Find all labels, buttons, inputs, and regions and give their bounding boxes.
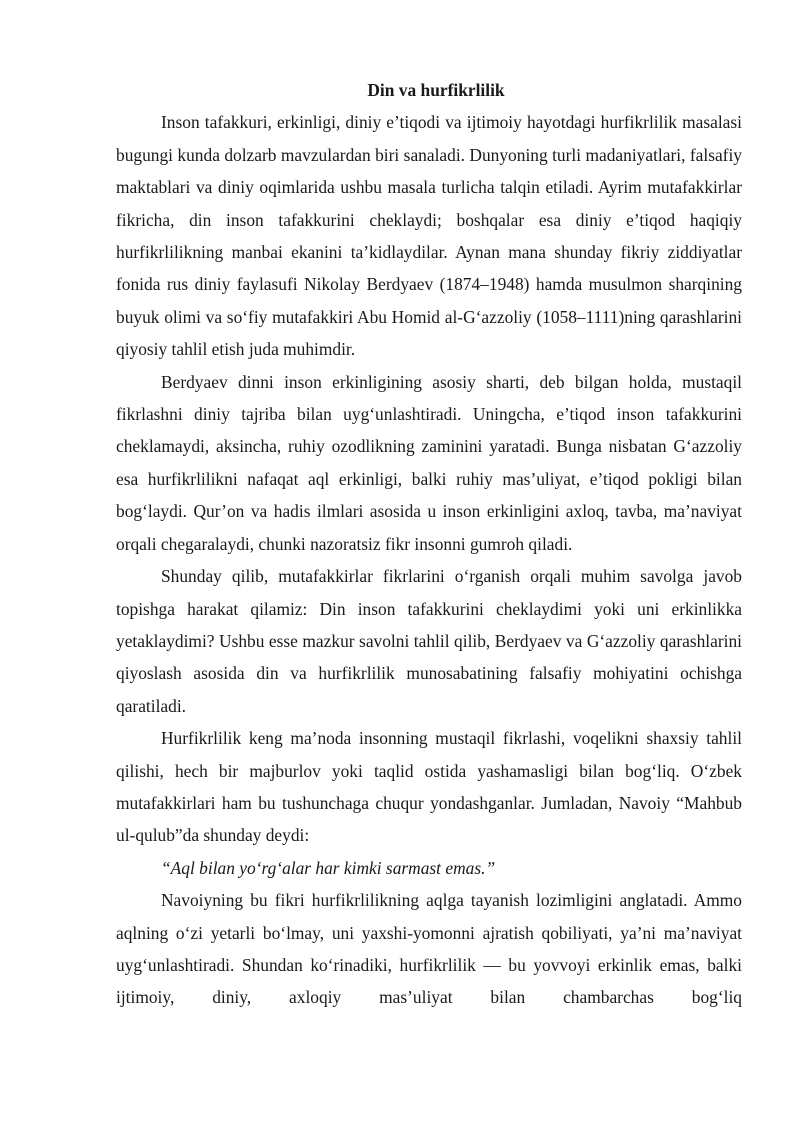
paragraph-hurfikrlilik: Hurfikrlilik keng ma’noda insonning mustaqil fikrlashi, voqelikni shaxsiy tahlil qilishi, hech bir majburlov yoki taqlid ostida yashamasligi bilan bog‘liq. O‘zbek mutafakkirlari ham bu tushunchaga chuqur yondashganlar. Jumladan, Navoiy “Mahbub ul-qulub”da shunday deydi: [116,728,742,846]
document-title: Din va hurfikrlilik [367,80,505,100]
navoiy-quote: “Aql bilan yo‘rg‘alar har kimki sarmast emas.” [161,857,496,878]
paragraph-navoiy-analysis: Navoiyning bu fikri hurfikrlilikning aqlga tayanish lozimligini anglatadi. Ammo aqlning o‘zi yetarli bo‘lmay, uni yaxshi-yomonni ajratish qobiliyati, ya’ni ma’naviyat uyg‘unlashtiradi. Shundan ko‘rinadiki, hurfikrlilik — bu yovvoyi erkinlik emas, balki ijtimoiy, diniy, axloqiy mas’uliyat bilan chambarchas bog‘liq [116,890,742,1008]
paragraph-question: Shunday qilib, mutafakkirlar fikrlarini o‘rganish orqali muhim savolga javob topishga harakat qilamiz: Din inson tafakkurini cheklaydimi yoki uni erkinlikka yetaklaydimi? Ushbu esse mazkur savolni tahlil qilib, Berdyaev va G‘azzoliy qarashlarini qiyoslash asosida din va hurfikrlilik munosabatining falsafiy mohiyatini ochishga qaratiladi. [116,566,742,716]
paragraph-intro: Inson tafakkuri, erkinligi, diniy e’tiqodi va ijtimoiy hayotdagi hurfikrlilik masalasi bugungi kunda dolzarb mavzulardan biri sanaladi. Dunyoning turli madaniyatlari, falsafiy maktablari va diniy oqimlarida ushbu masala turlicha talqin etiladi. Ayrim mutafakkirlar fikricha, din inson tafakkurini cheklaydi; boshqalar esa diniy e’tiqod haqiqiy hurfikrlilikning manbai ekanini ta’kidlaydilar. Aynan mana shunday fikriy ziddiyatlar fonida rus diniy faylasufi Nikolay Berdyaev (1874–1948) hamda musulmon sharqining buyuk olimi va so‘fiy mutafakkiri Abu Homid al-G‘azzoliy (1058–1111)ning qarashlarini qiyosiy tahlil etish juda muhimdir. [116,112,742,360]
document-page [116,74,742,1014]
paragraph-berdyaev-gazzoliy: Berdyaev dinni inson erkinligining asosiy sharti, deb bilgan holda, mustaqil fikrlashni diniy tajriba bilan uyg‘unlashtiradi. Uningcha, e’tiqod inson tafakkurini cheklamaydi, aksincha, ruhiy ozodlikning zaminini yaratadi. Bunga nisbatan G‘azzoliy esa hurfikrlilikni nafaqat aql erkinligi, balki ruhiy mas’uliyat, e’tiqod pokligi bilan bog‘laydi. Qur’on va hadis ilmlari asosida u inson erkinligini axloq, tavba, ma’naviyat orqali chegaralaydi, chunki nazoratsiz fikr insonni gumroh qiladi. [116,371,742,554]
